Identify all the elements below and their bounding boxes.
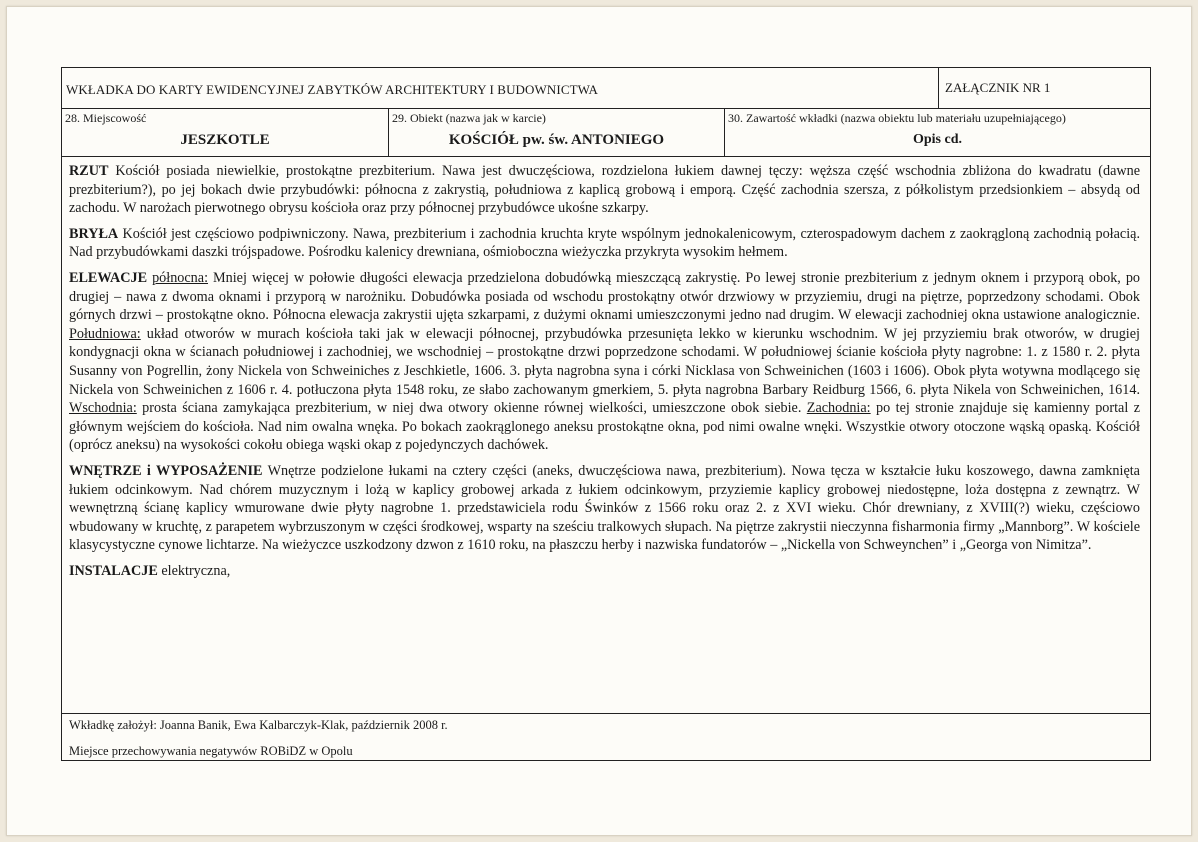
- section-bryla-text: Kościół jest częściowo podpiwniczony. Nawa, prezbiterium i zachodnia kruchta kryte wspólnym jednokalenicowym, czterospadowym dachem z zaokrągloną zachodnią połacią. Nad przybudówkami daszki trójspadowe. Pośrodku kalenicy drewniana, ośmioboczna wieżyczka przykryta wysokim hełmem.: [69, 225, 1140, 261]
- card-title: WKŁADKA DO KARTY EWIDENCYJNEJ ZABYTKÓW ARCHITEKTURY I BUDOWNICTWA: [66, 82, 599, 97]
- elevation-south-label: Południowa:: [69, 325, 141, 342]
- elevation-west-text: po tej stronie znajduje się kamienny portal z głównym wejściem do kościoła. Nad nim owalna wnęka. Po bokach zaokrąglonego aneksu prostokątne okna, pod nimi owalne wnęki. Wszystkie otwory otoczone wąską opaską. Kościół (oprócz aneksu) na wysokości cokołu obiega wąski okap z pojedynczych dachówek.: [69, 400, 1140, 454]
- elevation-north-text: Mniej więcej w połowie długości elewacja przedzielona dobudówką mieszczącą zakrystię. Po lewej stronie prezbiterium z jednym oknem i przyporą obok, po drugiej – nawa z dwoma oknami i przyporą w narożniku. Dobudówka posiada od wschodu prostokątny otwór drzwiowy w przyziemiu, drugi na piętrze, poprzedzony schodami. Obok górnych drzwi – prostokątne okno. Północna elewacja zakrystii ujęta szkarpami, z dużymi oknami umieszczonymi jedno nad drugim. W elewacji zachodniej okna ustawione analogicznie.: [69, 269, 1141, 324]
- field-content: [724, 108, 1150, 156]
- field-place-value: JESZKOTLE: [180, 132, 270, 148]
- description-body: [62, 156, 1150, 714]
- section-instalacje-text: elektryczna,: [161, 562, 231, 579]
- annex-number: ZAŁĄCZNIK NR 1: [938, 68, 1148, 108]
- section-instalacje: [69, 562, 1140, 581]
- elevation-east-label: Wschodnia:: [69, 400, 137, 417]
- card-fields: [62, 108, 1150, 157]
- elevation-south-text: układ otworów w murach kościoła taki jak w elewacji północnej, przybudówka przesunięta lekko w kierunku wschodnim. W jej przyziemiu brak otworów, w drugiej kondygnacji okna w ścianach południowej i zachodniej, we wschodniej – prostokątne drzwi poprzedzone schodami. W południowej ścianie kościoła płyty nagrobne: 1. z 1580 r. 2. płyta Susanny von Pogrellin, żony Nickela von Schweiniches z Jeschkietle, 1606. 3. płyta nagrobna syna i córki Nicklasa von Schweinichen (1603 i 1606). Obok płyta wotywna modlącego się Nickela von Schweinichen z 1606 r. 4. potłuczona płyta 1548 roku, ze słabo zachowanym gmerkiem, 5. płyta nagrobna Barbary Reidburg 1566, 6. płyta Nikela von Schweinichen, 1614.: [69, 325, 1140, 398]
- field-place-label: 28. Miejscowość: [65, 111, 147, 125]
- field-place: [62, 108, 388, 156]
- section-rzut-heading: RZUT: [69, 163, 109, 179]
- card-footer: [62, 714, 1150, 760]
- field-object-value: KOŚCIÓŁ pw. św. ANTONIEGO: [448, 132, 665, 148]
- footer-author: Wkładkę założył: Joanna Banik, Ewa Kalbarczyk-Klak, październik 2008 r.: [69, 718, 448, 732]
- section-wnetrze-heading: WNĘTRZE i WYPOSAŻENIE: [69, 462, 263, 479]
- field-object: [388, 108, 724, 156]
- section-bryla: [69, 225, 1140, 262]
- section-instalacje-heading: INSTALACJE: [69, 562, 158, 579]
- section-wnetrze-text: Wnętrze podzielone łukami na cztery części (aneks, dwuczęściowa nawa, prezbiterium). Nowa tęcza w kształcie łuku koszowego, dawna zamknięta łukiem odcinkowym. Nad chórem muzycznym i lożą w kaplicy grobowej arkada z łukiem odcinkowym, przyziemie kaplicy grobowej niedostępne, loża dostępna z zewnątrz. W wewnętrzną ścianę kaplicy wmurowane dwie płyty nagrobne 1. przedstawiciela rodu Świnków z 1566 roku oraz 2. z XVI wieku. Chór drewniany, z XVIII(?) wieku, częściowo wbudowany w kruchtę, z parapetem wybrzuszonym w części środkowej, wsparty na sześciu tralkowych słupach. Na piętrze zakrystii nieczynna fisharmonia firmy „Mannborg”. W kościele klasycystyczne cynowe lichtarze. Na wieżyczce uszkodzony dzwon z 1610 roku, na płaszczu herby i nazwiska fundatorów – „Nickella von Schweynchen” i „Georga von Nimitza”.: [69, 462, 1140, 554]
- elevation-east-text: prosta ściana zamykająca prezbiterium, w niej dwa otwory okienne równej wielkości, umieszczone obok siebie.: [142, 400, 802, 417]
- field-object-label: 29. Obiekt (nazwa jak w karcie): [392, 111, 546, 125]
- field-content-value: Opis cd.: [912, 132, 962, 147]
- section-rzut: [69, 162, 1140, 218]
- document-sheet: [6, 6, 1192, 836]
- record-card: [61, 67, 1151, 761]
- section-rzut-text: Kościół posiada niewielkie, prostokątne prezbiterium. Nawa jest dwuczęściowa, rozdzielona łukiem dawnej tęczy: węższa część wschodnia zbliżona do kwadratu (dawne prezbiterium?), po jej bokach dwie przybudówki: północna z zakrystią, południowa z kaplicą grobową i emporą. Część zachodnia szersza, z półkolistym przedsionkiem – absydą od zachodu. W narożach pierwotnego obrysu kościoła oraz przy północnej przybudówce ukośne szkarpy.: [69, 163, 1141, 217]
- section-elewacje-heading: ELEWACJE: [69, 269, 148, 286]
- section-wnetrze: [69, 462, 1140, 555]
- card-header: [62, 68, 1150, 109]
- footer-storage: Miejsce przechowywania negatywów ROBiDZ w Opolu: [69, 744, 353, 758]
- elevation-west-label: Zachodnia:: [806, 400, 871, 417]
- section-bryla-heading: BRYŁA: [69, 225, 119, 242]
- elevation-north-label: północna:: [152, 269, 209, 286]
- section-elewacje: [69, 269, 1140, 455]
- field-content-label: 30. Zawartość wkładki (nazwa obiektu lub materiału uzupełniającego): [728, 111, 1066, 125]
